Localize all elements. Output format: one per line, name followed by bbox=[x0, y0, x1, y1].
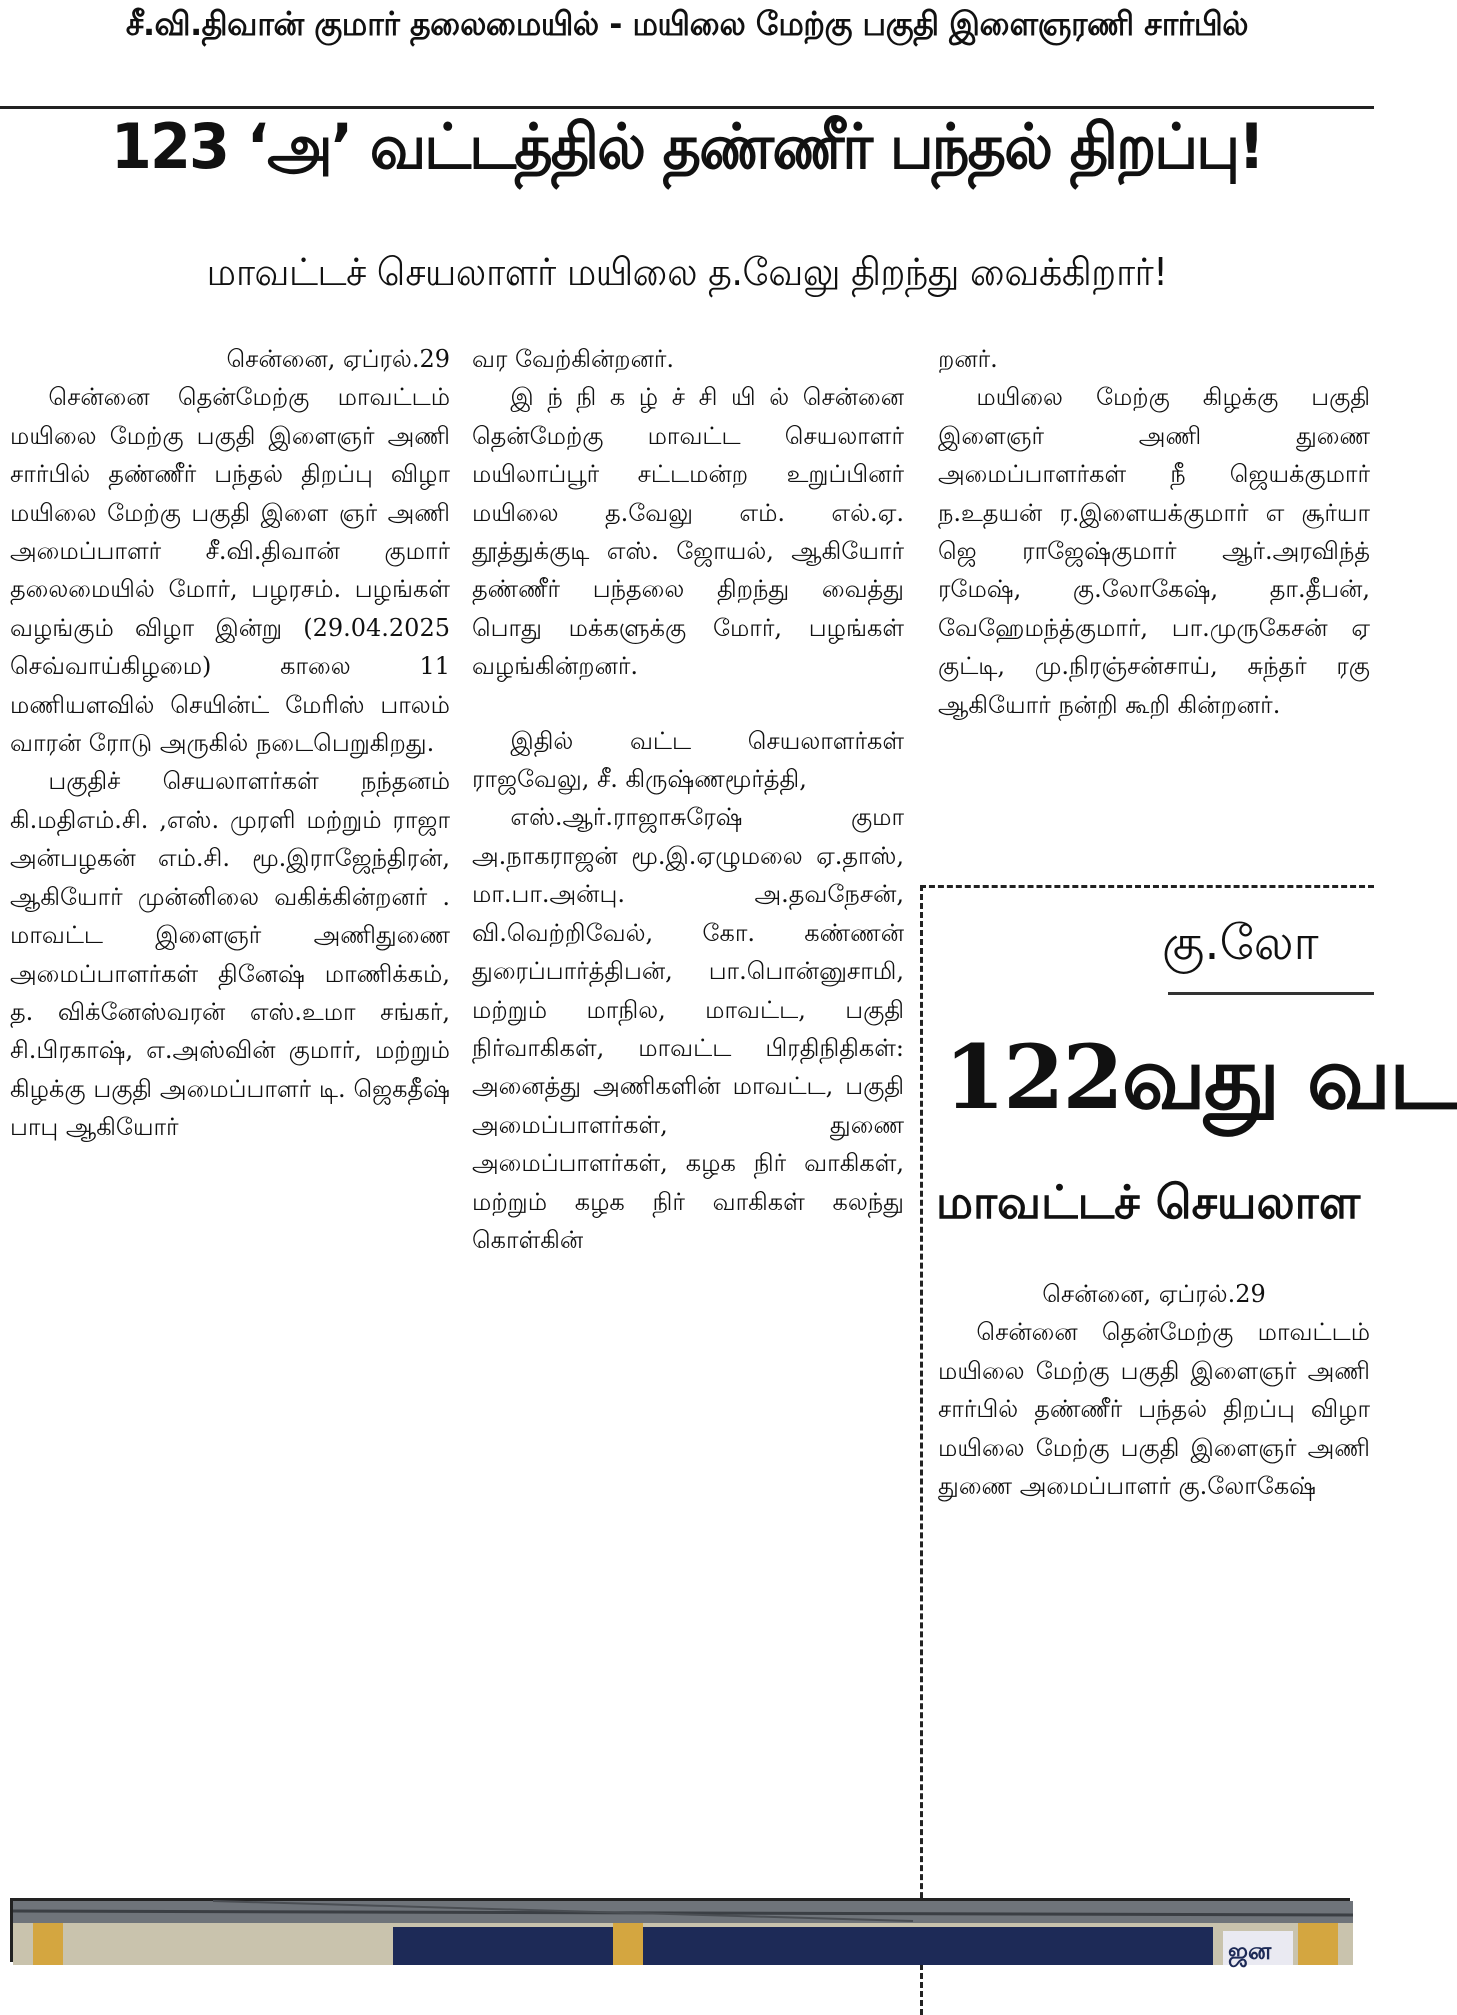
story2-paragraph: சென்னை தென்மேற்கு மாவட்டம் மயிலை மேற்கு பகுதி இளைஞர் அணி சார்பில் தண்ணீர் பந்தல் திறப்பு விழா மயிலை மேற்கு பகுதி இளைஞர் அணி துணை அமைப்பாளர் கு.லோகேஷ் bbox=[938, 1318, 1370, 1501]
story-divider-vertical bbox=[920, 885, 923, 2015]
photo-illustration bbox=[13, 1901, 1353, 1965]
photo-pillar bbox=[1298, 1923, 1338, 1965]
story2-body bbox=[938, 1275, 1370, 1505]
main-headline: 123 ‘அ’ வட்டத்தில் தண்ணீர் பந்தல் திறப்பு! bbox=[110, 110, 1264, 183]
news-photo bbox=[10, 1898, 1350, 1965]
sub-headline: மாவட்டச் செயலாளர் மயிலை த.வேலு திறந்து வைக்கிறார்! bbox=[206, 250, 1168, 294]
photo-pillar bbox=[613, 1923, 643, 1965]
paragraph-gap bbox=[472, 686, 904, 722]
article-column-2 bbox=[472, 340, 904, 1259]
article-paragraph: இதில் வட்ட செயலாளர்கள் ராஜவேலு, சீ. கிருஷ்ணமூர்த்தி, bbox=[472, 726, 904, 794]
story-divider-horizontal bbox=[920, 885, 1374, 888]
article-paragraph: றனர். bbox=[938, 345, 998, 373]
article-paragraph: பகுதிச் செயலாளர்கள் நந்தனம் கி.மதிஎம்.சி. ,எஸ். முரளி மற்றும் ராஜா அன்பழகன் எம்.சி. மூ.இராஜேந்திரன், ஆகியோர் முன்னிலை வகிக்கின்றனர் . மாவட்ட இளைஞர் அணிதுணை அமைப்பாளர்கள் தினேஷ் மாணிக்கம், த. விக்னேஸ்வரன் எஸ்.உமா சங்கர், சி.பிரகாஷ், எ.அஸ்வின் குமார், மற்றும் கிழக்கு பகுதி அமைப்பாளர் டி. ஜெகதீஷ் பாபு ஆகியோர் bbox=[10, 767, 450, 1142]
photo-banner-text: ஜன bbox=[1228, 1937, 1272, 1965]
story2-subhead: மாவட்டச் செயலாள bbox=[936, 1175, 1361, 1229]
article-paragraph: இ ந் நி க ழ் ச் சி யி ல் சென்னை தென்மேற்கு மாவட்ட செயலாளர் மயிலாப்பூர் சட்டமன்ற உறுப்பினர் மயிலை த.வேலு எம். எல்.ஏ. தூத்துக்குடி எஸ். ஜோயல், ஆகியோர் தண்ணீர் பந்தலை திறந்து வைத்து பொது மக்களுக்கு மோர், பழங்கள் வழங்கின்றனர். bbox=[472, 383, 904, 681]
story2-kicker-rule bbox=[1168, 992, 1374, 995]
article-paragraph: சென்னை தென்மேற்கு மாவட்டம் மயிலை மேற்கு பகுதி இளைஞர் அணி சார்பில் தண்ணீர் பந்தல் திறப்பு விழா மயிலை மேற்கு பகுதி இளை ஞர் அணி அமைப்பாளர் சீ.வி.திவான் குமார் தலைமையில் மோர், பழரசம். பழங்கள் வழங்கும் விழா இன்று (29.04.2025 செவ்வாய்கிழமை) காலை 11 மணியளவில் செயின்ட் மேரிஸ் பாலம் வாரன் ரோடு அருகில் நடைபெறுகிறது. bbox=[10, 383, 450, 758]
article-paragraph: எஸ்.ஆர்.ராஜாசுரேஷ் குமா அ.நாகராஜன் மூ.இ.ஏழுமலை ஏ.தாஸ், மா.பா.அன்பு. அ.தவநேசன், வி.வெற்றிவேல், கோ. கண்ணன் துரைப்பார்த்திபன், பா.பொன்னுசாமி, மற்றும் மாநில, மாவட்ட, பகுதி நிர்வாகிகள், மாவட்ட பிரதிநிதிகள்: அனைத்து அணிகளின் மாவட்ட, பகுதி அமைப்பாளர்கள், துணை அமைப்பாளர்கள், கழக நிர் வாகிகள், மற்றும் கழக நிர் வாகிகள் கலந்து கொள்கின் bbox=[472, 803, 904, 1254]
article-column-1 bbox=[10, 340, 450, 1147]
article-paragraph: வர வேற்கின்றனர். bbox=[472, 345, 675, 373]
article-paragraph: மயிலை மேற்கு கிழக்கு பகுதி இளைஞர் அணி துணை அமைப்பாளர்கள் நீ ஜெயக்குமார் ந.உதயன் ர.இளையக்குமார் எ சூர்யா ஜெ ராஜேஷ்குமார் ஆர்.அரவிந்த் ரமேஷ், கு.லோகேஷ், தா.தீபன், வேஹேமந்த்குமார், பா.முருகேசன் ஏ குட்டி, மு.நிரஞ்சன்சாய், சுந்தர் ரகு ஆகியோர் நன்றி கூறி கின்றனர். bbox=[938, 383, 1370, 719]
kicker-headline: சீ.வி.திவான் குமார் தலைமையில் - மயிலை மேற்கு பகுதி இளைஞரணி சார்பில் bbox=[125, 4, 1249, 43]
photo-pillar bbox=[33, 1923, 63, 1965]
story2-kicker: கு.லோ bbox=[1162, 915, 1319, 971]
article-dateline: சென்னை, ஏப்ரல்.29 bbox=[226, 345, 450, 373]
article-column-3 bbox=[938, 340, 1370, 724]
kicker-rule bbox=[0, 106, 1374, 109]
story2-dateline: சென்னை, ஏப்ரல்.29 bbox=[1042, 1280, 1266, 1308]
photo-backdrop bbox=[393, 1927, 1213, 1965]
story2-headline: 122வது வட bbox=[944, 1025, 1457, 1129]
